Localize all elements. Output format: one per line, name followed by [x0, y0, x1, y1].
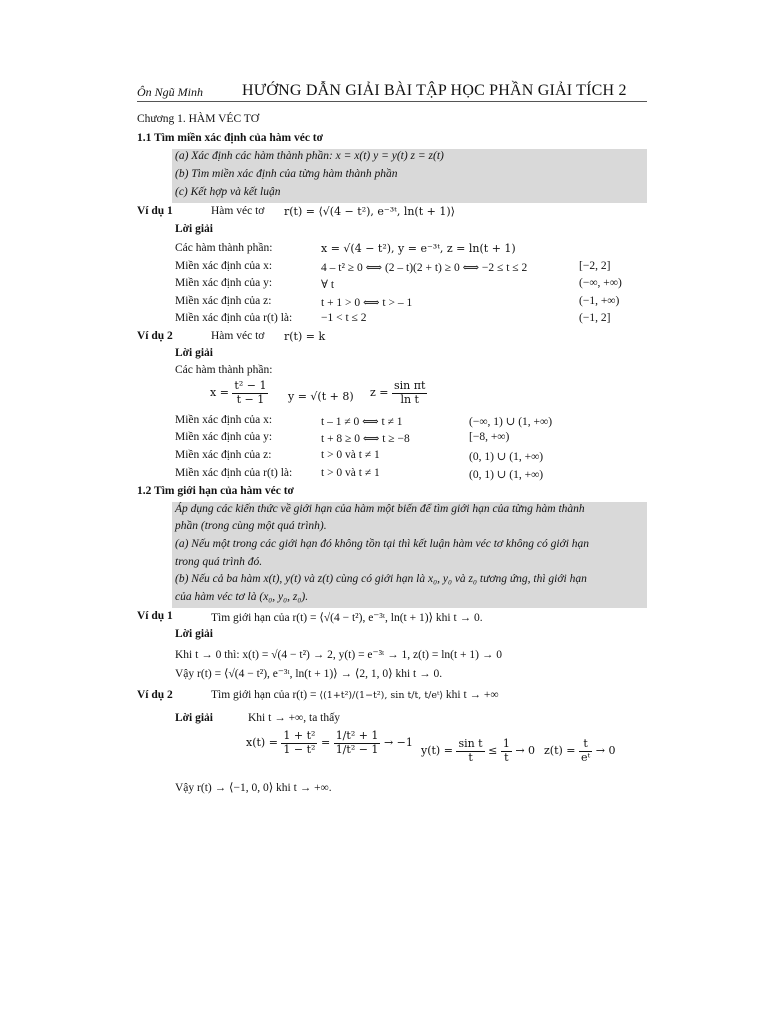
- domain-row-result: (0, 1) ∪ (1, +∞): [469, 469, 544, 481]
- domain-row-expr: x = √(4 − t²), y = e⁻³ᵗ, z = ln(t + 1): [321, 242, 516, 255]
- fraction: [232, 380, 268, 406]
- domain-row-result: (0, 1) ∪ (1, +∞): [469, 451, 544, 463]
- domain-row-expr: t + 1 > 0 ⟺ t > – 1: [321, 297, 413, 309]
- method-box-2-line: (a) Nếu một trong các giới hạn đó không tồn tại thì kết luận hàm véc tơ không có giới hạn: [175, 538, 590, 550]
- fraction-formula: [370, 380, 427, 406]
- header-author: Ôn Ngũ Minh: [137, 85, 203, 99]
- domain-row-label: Miền xác định của y:: [175, 431, 273, 443]
- domain-row-expr: t > 0 và t ≠ 1: [321, 449, 380, 461]
- domain-row-result: (−∞, 1) ∪ (1, +∞): [469, 416, 553, 428]
- denominator: t: [468, 750, 473, 764]
- components-label: Các hàm thành phần:: [175, 364, 273, 376]
- domain-row-expr: t + 8 ≥ 0 ⟺ t ≥ −8: [321, 433, 410, 445]
- domain-row-result: [−2, 2]: [579, 260, 611, 272]
- domain-row-label: Miền xác định của x:: [175, 260, 273, 272]
- fraction: [501, 738, 512, 764]
- denominator: t: [504, 750, 509, 764]
- equals-sign: =: [320, 736, 331, 750]
- method-box-1-line: (b) Tìm miền xác định của từng hàm thành phần: [175, 168, 398, 180]
- domain-row-expr: −1 < t ≤ 2: [321, 312, 367, 324]
- example-text: [211, 689, 499, 701]
- example-formula: r(t) = k: [284, 330, 326, 343]
- section-1-1-heading: 1.1 Tìm miền xác định của hàm véc tơ: [137, 132, 324, 144]
- domain-row-label: Miền xác định của r(t) là:: [175, 467, 293, 479]
- numerator: 1: [502, 737, 510, 750]
- denominator: 1 − t²: [283, 742, 316, 756]
- solution-text: Khi t → +∞, ta thấy: [248, 712, 340, 724]
- example-label: Ví dụ 2: [137, 330, 173, 342]
- fraction: [579, 738, 592, 764]
- numerator: 1 + t²: [283, 729, 316, 742]
- domain-row-result: [−8, +∞): [469, 431, 510, 443]
- solution-label: Lời giải: [175, 712, 213, 724]
- header-title: HƯỚNG DẪN GIẢI BÀI TẬP HỌC PHẦN GIẢI TÍCH 2: [242, 82, 627, 99]
- domain-row-result: (−1, 2]: [579, 312, 611, 324]
- example-formula: r(t) = ⟨√(4 − t²), e⁻³ᵗ, ln(t + 1)⟩: [284, 205, 455, 218]
- limit-result: → 0: [595, 744, 616, 758]
- example-text: Hàm véc tơ: [211, 330, 265, 342]
- solution-label: Lời giải: [175, 628, 213, 640]
- numerator: t² − 1: [234, 379, 267, 392]
- domain-row-label: Miền xác định của y:: [175, 277, 273, 289]
- fraction: [392, 380, 427, 406]
- denominator: 1/t² − 1: [335, 742, 379, 756]
- method-box-2-line: trong quá trình đó.: [175, 556, 263, 568]
- example-label: Ví dụ 1: [137, 610, 173, 622]
- formula: y = √(t + 8): [288, 390, 354, 403]
- limit-y-formula: [421, 738, 535, 764]
- domain-row-label: Miền xác định của x:: [175, 414, 273, 426]
- chapter-title: Chương 1. HÀM VÉC TƠ: [137, 113, 260, 125]
- fraction: [334, 730, 381, 756]
- formula-lhs: x =: [210, 386, 229, 400]
- denominator: eᵗ: [581, 750, 591, 764]
- numerator: sin t: [458, 737, 483, 750]
- example-text: Tìm giới hạn của r(t) = ⟨√(4 − t²), e⁻³ᵗ, ln(t + 1)⟩ khi t → 0.: [211, 612, 483, 624]
- denominator: t − 1: [236, 392, 265, 406]
- limit-x-formula: [246, 730, 413, 756]
- formula-lhs: z(t) =: [544, 744, 576, 758]
- numerator: t: [579, 738, 592, 752]
- formula-lhs: y(t) =: [421, 744, 453, 758]
- domain-row-result: (−∞, +∞): [579, 277, 622, 289]
- method-box-2-line: của hàm véc tơ là (x₀, y₀, z₀).: [175, 591, 309, 603]
- limit-result: → −1: [383, 736, 413, 750]
- method-box-1-line: (a) Xác định các hàm thành phần: x = x(t) y = y(t) z = z(t): [175, 150, 444, 162]
- example-text-pre: Tìm giới hạn của r(t) =: [211, 689, 317, 701]
- fraction: [456, 738, 484, 764]
- fraction: [281, 730, 317, 756]
- limit-z-formula: [544, 738, 615, 764]
- fraction-formula: [210, 380, 268, 406]
- solution-line: Khi t → 0 thì: x(t) = √(4 − t²) → 2, y(t) = e⁻³ᵗ → 1, z(t) = ln(t + 1) → 0: [175, 649, 502, 661]
- domain-row-label: Miền xác định của z:: [175, 449, 272, 461]
- domain-row-expr: t – 1 ≠ 0 ⟺ t ≠ 1: [321, 416, 403, 428]
- solution-label: Lời giải: [175, 347, 213, 359]
- example-label: Ví dụ 2: [137, 689, 173, 701]
- le-sign: ≤: [488, 744, 498, 758]
- solution-line: Vậy r(t) = ⟨√(4 − t²), e⁻³ᵗ, ln(t + 1)⟩ → ⟨2, 1, 0⟩ khi t → 0.: [175, 668, 443, 680]
- formula-lhs: x(t) =: [246, 736, 278, 750]
- method-box-2-line: phần (trong cùng một quá trình).: [175, 520, 327, 532]
- domain-row-label: Miền xác định của z:: [175, 295, 272, 307]
- header-rule: [137, 101, 647, 102]
- example-label: Ví dụ 1: [137, 205, 173, 217]
- numerator: sin πt: [394, 379, 426, 392]
- denominator: ln t: [400, 392, 419, 406]
- example-text: Hàm véc tơ: [211, 205, 265, 217]
- domain-row-expr: 4 – t² ≥ 0 ⟺ (2 – t)(2 + t) ≥ 0 ⟺ −2 ≤ t ≤ 2: [321, 262, 528, 274]
- limit-result: → 0: [515, 744, 536, 758]
- section-1-2-heading: 1.2 Tìm giới hạn của hàm véc tơ: [137, 485, 294, 497]
- domain-row-expr: t > 0 và t ≠ 1: [321, 467, 380, 479]
- domain-row-label: Miền xác định của r(t) là:: [175, 312, 293, 324]
- domain-row-label: Các hàm thành phần:: [175, 242, 273, 254]
- formula-lhs: z =: [370, 386, 389, 400]
- method-box-2-line: Áp dụng các kiến thức về giới hạn của hàm một biến để tìm giới hạn của từng hàm thành: [175, 503, 585, 515]
- example-text-post: khi t → +∞: [445, 689, 499, 701]
- domain-row-result: (−1, +∞): [579, 295, 620, 307]
- method-box-1-line: (c) Kết hợp và kết luận: [175, 186, 281, 198]
- domain-row-expr: ∀ t: [321, 279, 335, 291]
- numerator: 1/t² + 1: [335, 729, 379, 742]
- conclusion-line: Vậy r(t) → ⟨−1, 0, 0⟩ khi t → +∞.: [175, 782, 332, 794]
- inline-formula: ⟨(1+t²)/(1−t²), sin t/t, t/eᵗ⟩: [319, 690, 444, 701]
- solution-label: Lời giải: [175, 223, 213, 235]
- method-box-2-line: (b) Nếu cả ba hàm x(t), y(t) và z(t) cùng có giới hạn là x₀, y₀ và z₀ tương ứng, thì giới hạn: [175, 573, 587, 585]
